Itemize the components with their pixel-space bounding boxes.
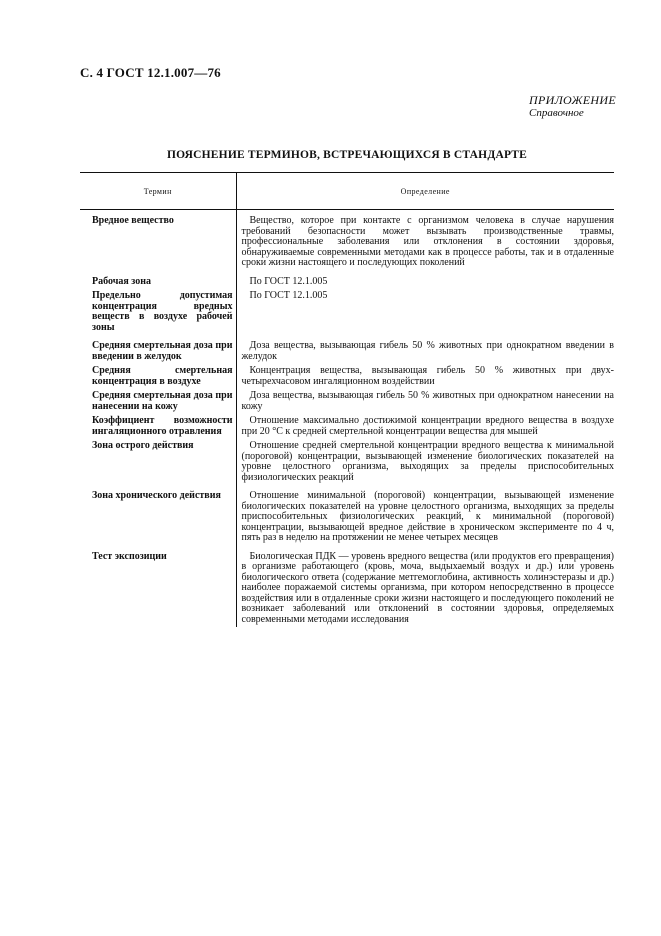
table-row [80,291,614,341]
table-row [80,277,614,292]
term-cell: Средняя смертельная доза при введении в желудок [80,341,236,366]
definition-cell: Вещество, которое при контакте с организмом человека в случае нарушения требований безопасности может вызывать производственные травмы, профессиональные заболевания или отклонения в состоянии здоровья, обнаруживаемые современными методами как в процессе работы, так и в отдаленные сроки жизни настоящего и последующих поколений [241,215,614,268]
table-row [80,341,614,366]
table-row [80,491,614,552]
table-title: ПОЯСНЕНИЕ ТЕРМИНОВ, ВСТРЕЧАЮЩИХСЯ В СТАНДАРТЕ [166,149,528,161]
appendix-label [529,94,616,120]
column-header-definition: Определение [236,173,614,210]
terms-table [80,172,614,627]
column-header-term: Термин [80,173,236,210]
table-row [80,366,614,391]
definition-cell: Доза вещества, вызывающая гибель 50 % животных при однократном нанесении на кожу [241,390,614,412]
definition-cell: Отношение максимально достижимой концентрации вредного вещества в воздухе при 20 °С к средней смертельной концентрации вещества для мышей [241,415,614,437]
term-cell: Предельно допустимая концентрация вредных веществ в воздухе рабочей зоны [80,291,236,341]
table-row [80,441,614,491]
definition-cell: Биологическая ПДК — уровень вредного вещества (или продуктов его превращения) в организме работающего (кровь, моча, выдыхаемый воздух и др.) или уровень биологического ответа (содержание метгемоглобина, активность холинэстеразы и др.) наиболее поражаемой системы организма, при котором непосредственно в процессе воздействия или в отдаленные сроки жизни настоящего и последующего поколений не возникает заболеваний или отклонений в состоянии здоровья, определяемых современными методами исследования [241,550,614,625]
definition-cell: Доза вещества, вызывающая гибель 50 % животных при однократном введении в желудок [241,340,614,362]
table-row [80,210,614,277]
table-row [80,416,614,441]
term-cell: Коэффициент возможности ингаляционного отравления [80,416,236,441]
term-cell: Средняя смертельная концентрация в воздухе [80,366,236,391]
term-cell: Зона острого действия [80,441,236,491]
term-cell: Зона хронического действия [80,491,236,552]
appendix-title: ПРИЛОЖЕНИЕ [529,93,616,107]
appendix-type: Справочное [529,107,584,119]
table-header-row [80,173,614,210]
term-cell: Средняя смертельная доза при нанесении на кожу [80,391,236,416]
definition-cell: Отношение средней смертельной концентрации вредного вещества к минимальной (пороговой) концентрации, вызывающей изменение биологических показателей на уровне целостного организма, выходящих за пределы приспособительных физиологических реакций [241,440,614,483]
page-header: С. 4 ГОСТ 12.1.007—76 [80,65,221,80]
definition-cell: По ГОСТ 12.1.005 [249,290,328,301]
term-cell: Тест экспозиции [80,552,236,628]
term-cell: Рабочая зона [80,277,236,292]
definition-cell: Отношение минимальной (пороговой) концентрации, вызывающей изменение биологических показателей на уровне целостного организма, выходящих за пределы приспособительных физиологических реакций, к минимальной (пороговой) концентрации, вызывающей вредное действие в хроническом эксперименте по 4 ч, пять раз в неделю на протяжении не менее четырех месяцев [241,490,614,543]
table-row [80,391,614,416]
definition-cell: Концентрация вещества, вызывающая гибель 50 % животных при двух-четырехчасовом ингаляционном воздействии [241,365,614,387]
definition-cell: По ГОСТ 12.1.005 [249,275,328,287]
term-cell: Вредное вещество [80,210,236,277]
table-row [80,552,614,628]
